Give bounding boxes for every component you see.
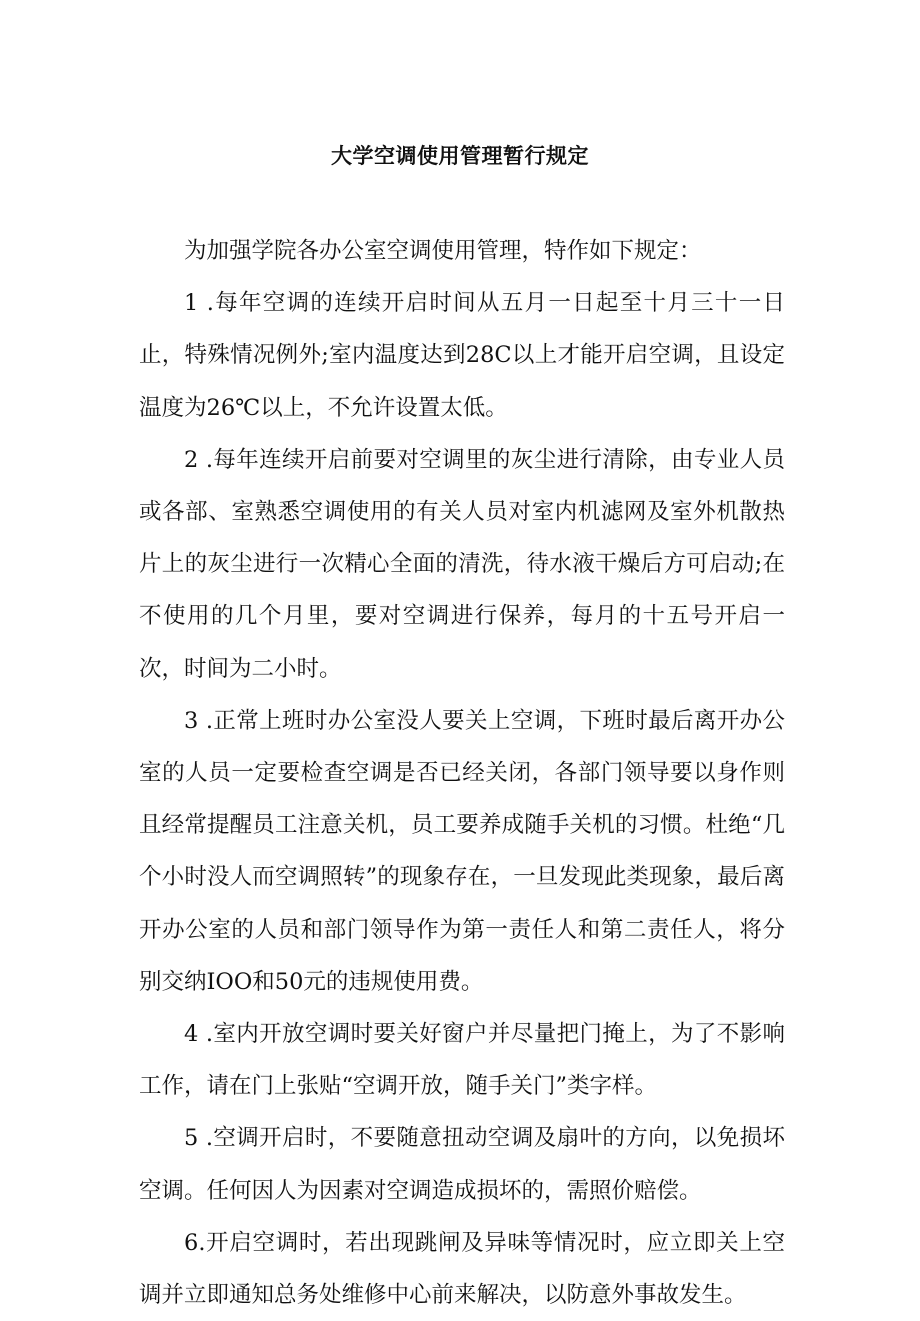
- document-title: 大学空调使用管理暂行规定: [331, 144, 589, 168]
- rule-paragraph-1: 1 .每年空调的连续开启时间从五月一日起至十月三十一日止，特殊情况例外;室内温度达到28C以上才能开启空调，且设定温度为26℃以上，不允许设置太低。: [139, 290, 785, 421]
- rule-paragraph-2: 2 .每年连续开启前要对空调里的灰尘进行清除，由专业人员或各部、室熟悉空调使用的有关人员对室内机滤网及室外机散热片上的灰尘进行一次精心全面的清洗，待水液干燥后方可启动;在不使用的几个月里，要对空调进行保养，每月的十五号开启一次，时间为二小时。: [139, 446, 785, 682]
- intro-paragraph: 为加强学院各办公室空调使用管理，特作如下规定：: [184, 238, 702, 264]
- rule-paragraph-6: 6.开启空调时，若出现跳闸及异味等情况时，应立即关上空调并立即通知总务处维修中心前来解决，以防意外事故发生。: [139, 1229, 785, 1309]
- rule-paragraph-5: 5 .空调开启时，不要随意扭动空调及扇叶的方向，以免损坏空调。任何因人为因素对空调造成损坏的，需照价赔偿。: [139, 1125, 785, 1204]
- document-body: [139, 225, 785, 1321]
- rule-paragraph-3: 3 .正常上班时办公室没人要关上空调，下班时最后离开办公室的人员一定要检查空调是否已经关闭，各部门领导要以身作则且经常提醒员工注意关机，员工要养成随手关机的习惯。杜绝“几个小时没人而空调照转”的现象存在，一旦发现此类现象，最后离开办公室的人员和部门领导作为第一责任人和第二责任人，将分别交纳IOO和50元的违规使用费。: [139, 707, 785, 995]
- rule-paragraph-4: 4 .室内开放空调时要关好窗户并尽量把门掩上，为了不影响工作，请在门上张贴“空调开放，随手关门”类字样。: [139, 1021, 785, 1100]
